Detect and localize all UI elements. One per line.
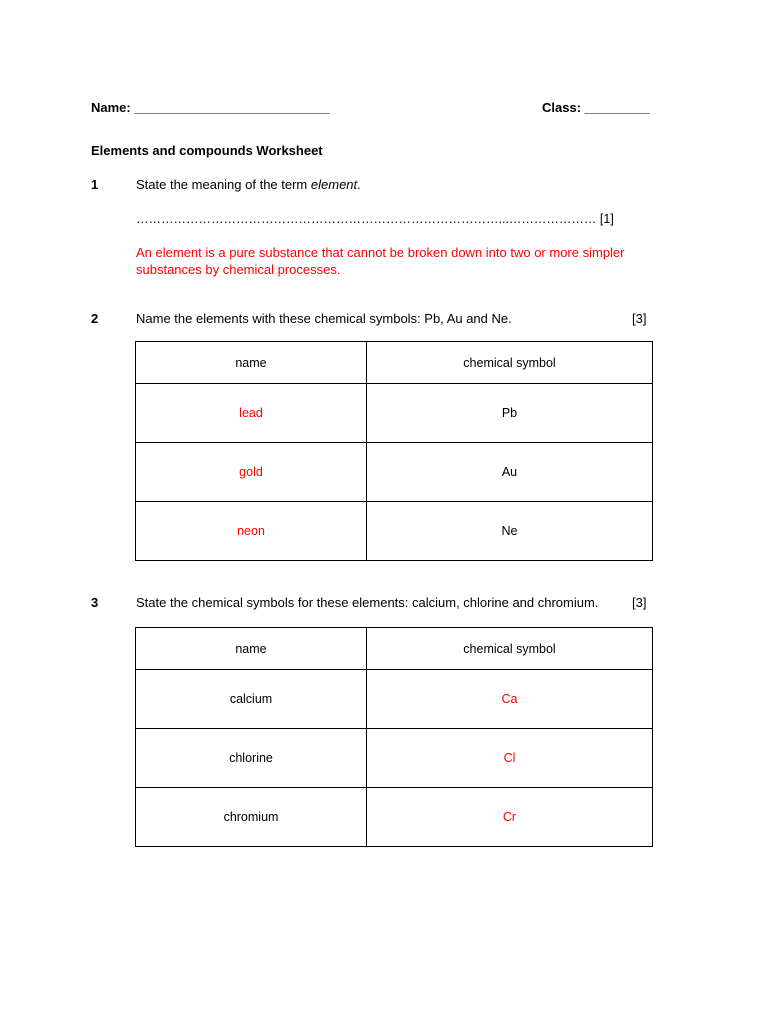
- table-row: [136, 443, 653, 502]
- question-1-number: 1: [91, 177, 99, 192]
- question-1-text-start: State the meaning of the term: [136, 177, 311, 192]
- table-row: [136, 384, 653, 443]
- table-row: [136, 502, 653, 561]
- question-2-table: [135, 341, 653, 561]
- question-1-term: element: [310, 177, 358, 192]
- element-name-cell: neon: [136, 502, 367, 561]
- header-name-cell: name: [136, 628, 367, 670]
- element-name-cell: calcium: [136, 670, 367, 729]
- table-row: [136, 729, 653, 788]
- question-1-text: [136, 177, 361, 192]
- table-row: [136, 788, 653, 847]
- element-name-cell: chlorine: [136, 729, 367, 788]
- header-symbol-cell: chemical symbol: [367, 342, 653, 384]
- element-symbol-cell: Ne: [367, 502, 653, 561]
- header-name-cell: name: [136, 342, 367, 384]
- question-2-number: 2: [91, 311, 99, 326]
- element-name-cell: lead: [136, 384, 367, 443]
- worksheet-title: Elements and compounds Worksheet: [91, 143, 323, 158]
- element-symbol-cell: Cr: [367, 788, 653, 847]
- element-symbol-cell: Cl: [367, 729, 653, 788]
- question-3-marks: [3]: [632, 595, 647, 610]
- question-1-text-end: .: [357, 177, 361, 192]
- element-name-cell: chromium: [136, 788, 367, 847]
- question-1-answer: An element is a pure substance that cannot be broken down into two or more simpler substances by chemical processes.: [136, 245, 625, 277]
- name-field-label: Name: ___________________________: [91, 100, 330, 115]
- table-header-row: [136, 628, 653, 670]
- header-symbol-cell: chemical symbol: [367, 628, 653, 670]
- element-symbol-cell: Au: [367, 443, 653, 502]
- question-2-marks: [3]: [632, 311, 647, 326]
- question-3-number: 3: [91, 595, 99, 610]
- question-2-text: Name the elements with these chemical symbols: Pb, Au and Ne.: [136, 311, 512, 326]
- table-header-row: [136, 342, 653, 384]
- question-3-table: [135, 627, 653, 847]
- element-name-cell: gold: [136, 443, 367, 502]
- table-row: [136, 670, 653, 729]
- element-symbol-cell: Pb: [367, 384, 653, 443]
- question-3-text: State the chemical symbols for these elements: calcium, chlorine and chromium.: [136, 595, 599, 610]
- answer-line-dots: ……………………………………………………………………………...………………… [1]: [136, 212, 614, 226]
- class-field-label: Class: _________: [542, 100, 650, 115]
- element-symbol-cell: Ca: [367, 670, 653, 729]
